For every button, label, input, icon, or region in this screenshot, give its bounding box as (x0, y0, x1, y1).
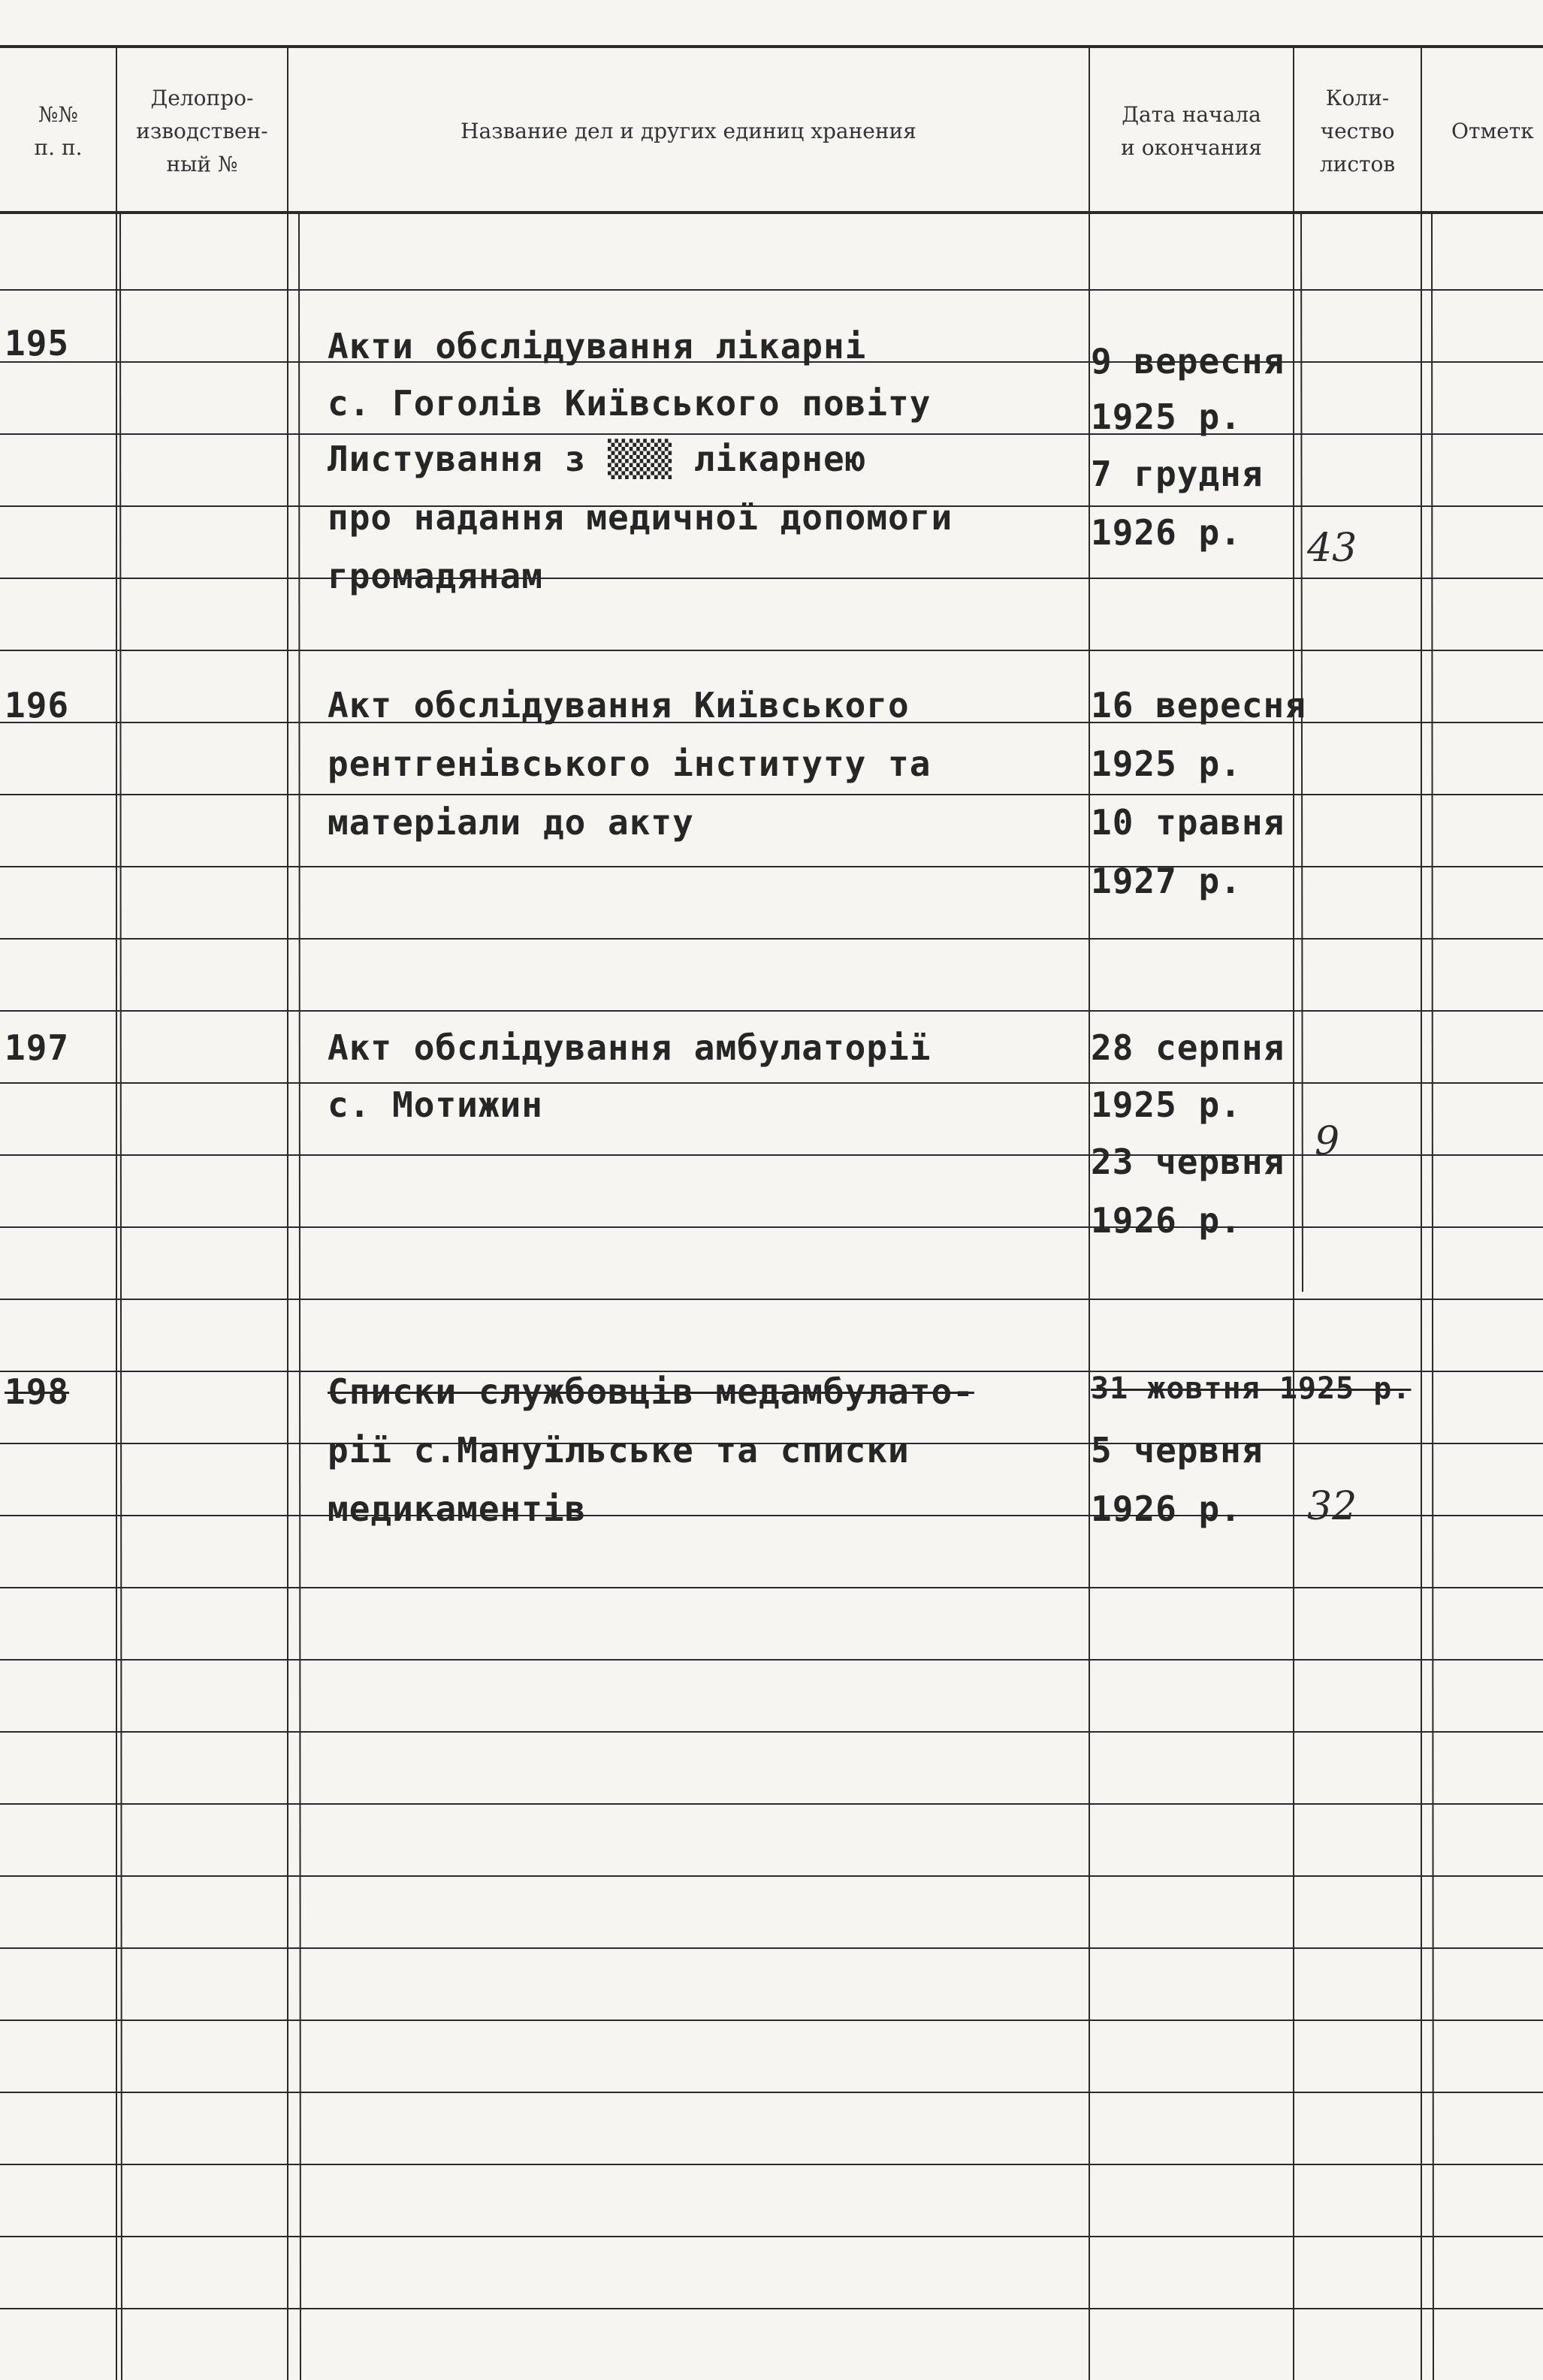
entry-198-sheets: 32 (1307, 1484, 1357, 1529)
entry-197-sheets: 9 (1315, 1119, 1340, 1164)
entry-196-date-line2: 1925 р. (1091, 744, 1242, 784)
entry-195-title-line1: Акти обслідування лікарні (328, 326, 867, 367)
entry-198-date-line1: 31 жовтня 1925 р. (1091, 1371, 1412, 1406)
entry-197-title-line2: с. Мотижин (328, 1084, 543, 1125)
header-office-number-line1: Делопро- (150, 86, 254, 110)
entry-197-date-line4: 1926 р. (1091, 1200, 1242, 1241)
header-dates-line1: Дата начала (1122, 102, 1261, 127)
entry-195-sheets: 43 (1307, 526, 1357, 571)
entry-195-date-line3: 7 грудня (1091, 454, 1264, 494)
header-notes: Отметк (1451, 119, 1534, 143)
header-number-line1: №№ (38, 102, 78, 127)
entry-195-date-line2: 1925 р. (1091, 397, 1242, 437)
entry-198-number: 198 (5, 1371, 70, 1412)
header-dates-line2: и окончания (1121, 135, 1262, 160)
header-title: Название дел и других единиц хранения (460, 119, 916, 143)
entry-196-number: 196 (5, 685, 70, 725)
header-office-number-line3: ный № (166, 152, 238, 176)
header-sheets (1294, 53, 1421, 210)
header-number-line2: п. п. (34, 135, 83, 160)
header-dates (1089, 53, 1294, 210)
entry-197-title-line1: Акт обслідування амбулаторії (328, 1027, 932, 1068)
entry-198-title-line1: Списки службовців медамбулато- (328, 1371, 974, 1412)
entry-196-date-line4: 1927 р. (1091, 861, 1242, 901)
entry-197-number: 197 (5, 1027, 70, 1068)
entry-197-date-line1: 28 серпня (1091, 1027, 1285, 1068)
entry-195-title-line3: Листування з ▒▒▒ лікарнею (328, 439, 867, 479)
header-office-number-line2: изводствен- (136, 119, 268, 143)
entry-196-date-line1: 16 вересня (1091, 685, 1306, 725)
entry-196-title-line1: Акт обслідування Київського (328, 685, 910, 725)
entry-198-title-line3: медикаментів (328, 1489, 587, 1529)
entry-197-date-line2: 1925 р. (1091, 1084, 1242, 1125)
entry-195-title-line2: с. Гоголів Київського повіту (328, 383, 932, 424)
header-sheets-line2: чество (1320, 119, 1395, 143)
entry-196-title-line2: рентгенівського інституту та (328, 744, 932, 784)
entry-198-date-line2: 5 червня (1091, 1430, 1264, 1471)
header-sheets-line3: листов (1319, 152, 1396, 176)
entry-195-number: 195 (5, 323, 70, 363)
entry-197-date-line3: 23 червня (1091, 1142, 1285, 1182)
entry-195-title-line4: про надання медичної допомоги (328, 497, 953, 538)
header-sheets-line1: Коли- (1325, 86, 1390, 110)
entry-195-date-line1: 9 вересня (1091, 341, 1285, 382)
entry-198-date-line3: 1926 р. (1091, 1489, 1242, 1529)
entry-196-date-line3: 10 травня (1091, 802, 1285, 843)
header-office-number (116, 53, 288, 210)
entry-196-title-line3: матеріали до акту (328, 802, 694, 843)
entry-195-title-line5: громадянам (328, 556, 543, 596)
header-number (0, 53, 116, 210)
entry-195-date-line4: 1926 р. (1091, 512, 1242, 553)
entry-198-title-line2: рії с.Мануїльське та списки (328, 1430, 910, 1471)
